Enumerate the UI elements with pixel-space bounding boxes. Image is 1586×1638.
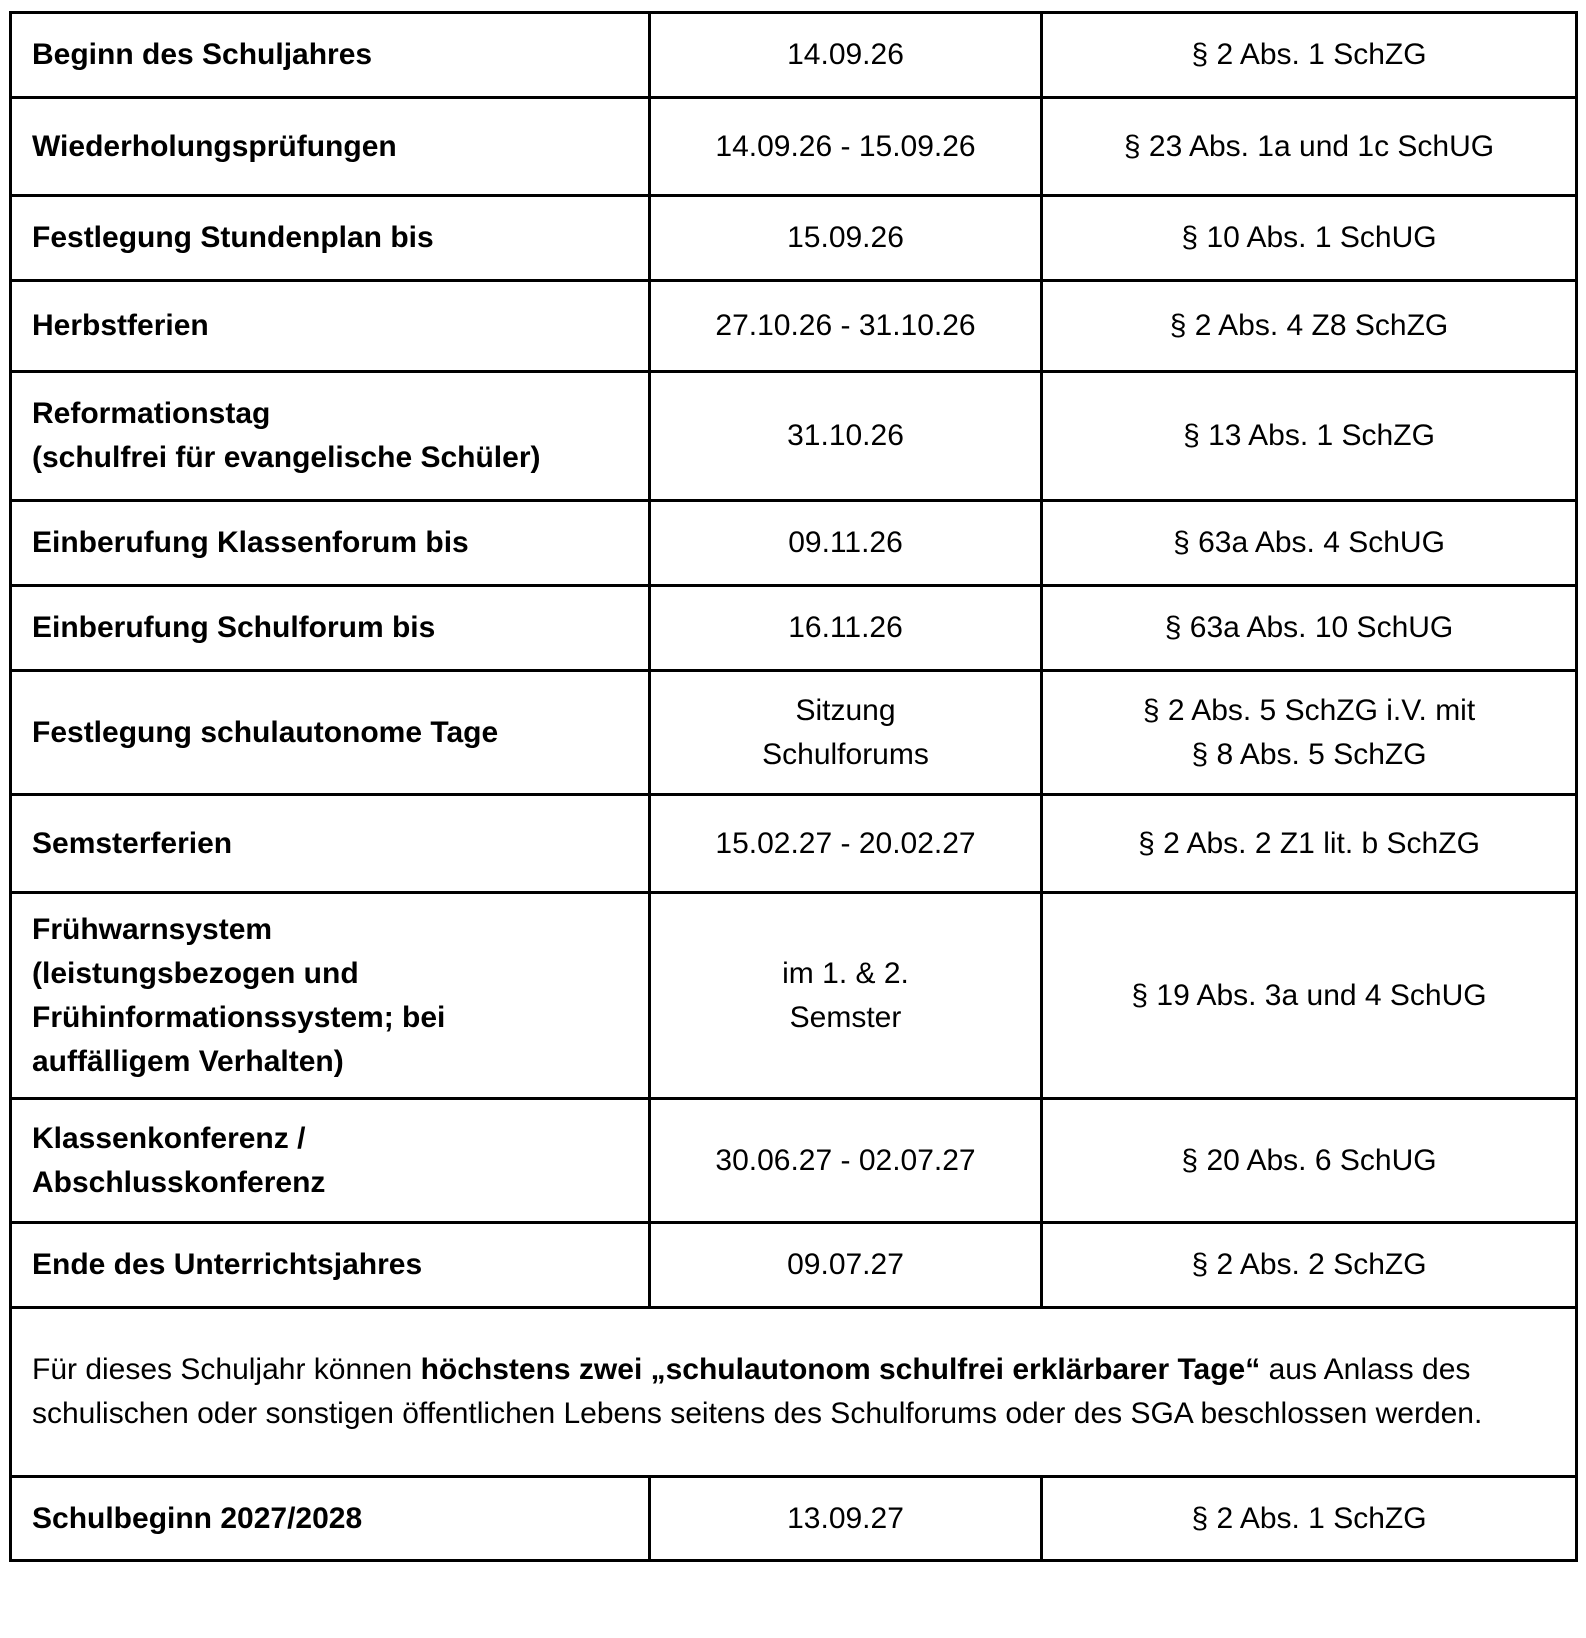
table-row — [11, 13, 1577, 98]
cell-line: 14.09.26 - 15.09.26 — [715, 129, 976, 163]
cell-line: § 20 Abs. 6 SchUG — [1181, 1143, 1437, 1177]
row-date — [650, 98, 1042, 196]
cell-line: Einberufung Klassenforum bis — [32, 526, 469, 559]
row-label — [11, 372, 650, 501]
table-body — [11, 13, 1577, 1561]
cell-line: § 19 Abs. 3a und 4 SchUG — [1131, 978, 1487, 1012]
cell-line: § 8 Abs. 5 SchZG — [1191, 737, 1427, 771]
note-text-bold: höchstens zwei „schulautonom schulfrei erklärbarer Tage“ — [420, 1353, 1261, 1386]
cell-line: 15.02.27 - 20.02.27 — [715, 826, 976, 860]
cell-line: Semsterferien — [32, 826, 233, 860]
row-law-reference — [1042, 281, 1577, 372]
row-label — [11, 98, 650, 196]
note-text — [11, 1308, 1577, 1477]
cell-line: Herbstferien — [32, 309, 209, 342]
row-law-reference — [1042, 372, 1577, 501]
cell-line: § 63a Abs. 10 SchUG — [1164, 611, 1454, 644]
cell-line: § 2 Abs. 1 SchZG — [1191, 38, 1427, 71]
row-label — [11, 1099, 650, 1223]
note-text-after: aus Anlass des schulischen oder sonstigen öffentlichen Lebens seitens des Schulforums oder des SGA beschlossen werden. — [32, 1353, 1483, 1430]
cell-line: Semster — [789, 1000, 902, 1034]
cell-line: (leistungsbezogen und — [32, 956, 359, 990]
row-law-reference — [1042, 671, 1577, 795]
row-law-reference — [1042, 586, 1577, 671]
table-row — [11, 372, 1577, 501]
table-row — [11, 196, 1577, 281]
cell-line: Beginn des Schuljahres — [32, 38, 373, 71]
row-label — [11, 196, 650, 281]
row-label — [11, 501, 650, 586]
row-law-reference — [1042, 1099, 1577, 1223]
row-law-reference — [1042, 893, 1577, 1099]
table-row-final — [11, 1477, 1577, 1561]
school-calendar-table — [9, 11, 1578, 1562]
cell-line: Reformationstag — [32, 397, 271, 430]
table-row — [11, 98, 1577, 196]
row-date — [650, 671, 1042, 795]
cell-line: 09.07.27 — [787, 1248, 904, 1281]
cell-line: Schulforums — [762, 737, 929, 771]
row-law-reference — [1042, 501, 1577, 586]
row-label — [11, 586, 650, 671]
row-date — [650, 1099, 1042, 1223]
cell-line: § 10 Abs. 1 SchUG — [1181, 221, 1437, 254]
cell-line: § 2 Abs. 2 SchZG — [1191, 1248, 1427, 1281]
cell-line: § 13 Abs. 1 SchZG — [1183, 419, 1435, 452]
row-law-reference — [1042, 196, 1577, 281]
cell-line: im 1. & 2. — [782, 956, 909, 990]
cell-line: 27.10.26 - 31.10.26 — [715, 309, 976, 342]
cell-line: Schulbeginn 2027/2028 — [32, 1501, 363, 1535]
table-row — [11, 893, 1577, 1099]
cell-line: Sitzung — [795, 693, 896, 727]
cell-line: § 2 Abs. 1 SchZG — [1191, 1501, 1427, 1535]
row-law-reference — [1042, 98, 1577, 196]
cell-line: Frühinformationssystem; bei — [32, 1000, 446, 1034]
cell-line: 09.11.26 — [788, 526, 903, 559]
cell-line: § 63a Abs. 4 SchUG — [1173, 526, 1445, 559]
row-label — [11, 893, 650, 1099]
cell-line: § 2 Abs. 5 SchZG i.V. mit — [1142, 693, 1476, 727]
row-label — [11, 671, 650, 795]
cell-line: Festlegung schulautonome Tage — [32, 715, 499, 749]
cell-line: Ende des Unterrichtsjahres — [32, 1248, 423, 1281]
row-date — [650, 501, 1042, 586]
row-law-reference — [1042, 13, 1577, 98]
table-row — [11, 1223, 1577, 1308]
cell-line: 14.09.26 — [787, 38, 904, 71]
row-date — [650, 372, 1042, 501]
table-row — [11, 586, 1577, 671]
table-row — [11, 501, 1577, 586]
row-date — [650, 281, 1042, 372]
row-date — [650, 586, 1042, 671]
cell-line: 31.10.26 — [787, 419, 904, 452]
cell-line: 16.11.26 — [788, 611, 903, 644]
cell-line: Wiederholungsprüfungen — [32, 129, 397, 163]
cell-line: auffälligem Verhalten) — [32, 1044, 344, 1078]
row-date — [650, 13, 1042, 98]
cell-line: § 23 Abs. 1a und 1c SchUG — [1123, 129, 1495, 163]
cell-line: Abschlusskonferenz — [32, 1165, 326, 1199]
row-label — [11, 1477, 650, 1561]
table-row — [11, 1099, 1577, 1223]
row-date — [650, 795, 1042, 893]
note-row — [11, 1308, 1577, 1477]
row-label — [11, 1223, 650, 1308]
row-law-reference — [1042, 1223, 1577, 1308]
row-date — [650, 1223, 1042, 1308]
cell-line: § 2 Abs. 2 Z1 lit. b SchZG — [1138, 826, 1480, 860]
cell-line: 13.09.27 — [787, 1501, 904, 1535]
cell-line: Frühwarnsystem — [32, 912, 273, 946]
note-text-before: Für dieses Schuljahr können — [32, 1353, 421, 1386]
row-law-reference — [1042, 795, 1577, 893]
cell-line: (schulfrei für evangelische Schüler) — [32, 441, 541, 474]
cell-line: 30.06.27 - 02.07.27 — [715, 1143, 976, 1177]
row-label — [11, 281, 650, 372]
row-date — [650, 893, 1042, 1099]
cell-line: § 2 Abs. 4 Z8 SchZG — [1169, 309, 1449, 342]
table-row — [11, 795, 1577, 893]
cell-line: Einberufung Schulforum bis — [32, 611, 436, 644]
cell-line: 15.09.26 — [787, 221, 904, 254]
row-date — [650, 196, 1042, 281]
table-row — [11, 671, 1577, 795]
row-label — [11, 795, 650, 893]
row-law-reference — [1042, 1477, 1577, 1561]
row-label — [11, 13, 650, 98]
table-row — [11, 281, 1577, 372]
cell-line: Klassenkonferenz / — [32, 1121, 306, 1155]
row-date — [650, 1477, 1042, 1561]
cell-line: Festlegung Stundenplan bis — [32, 221, 434, 254]
